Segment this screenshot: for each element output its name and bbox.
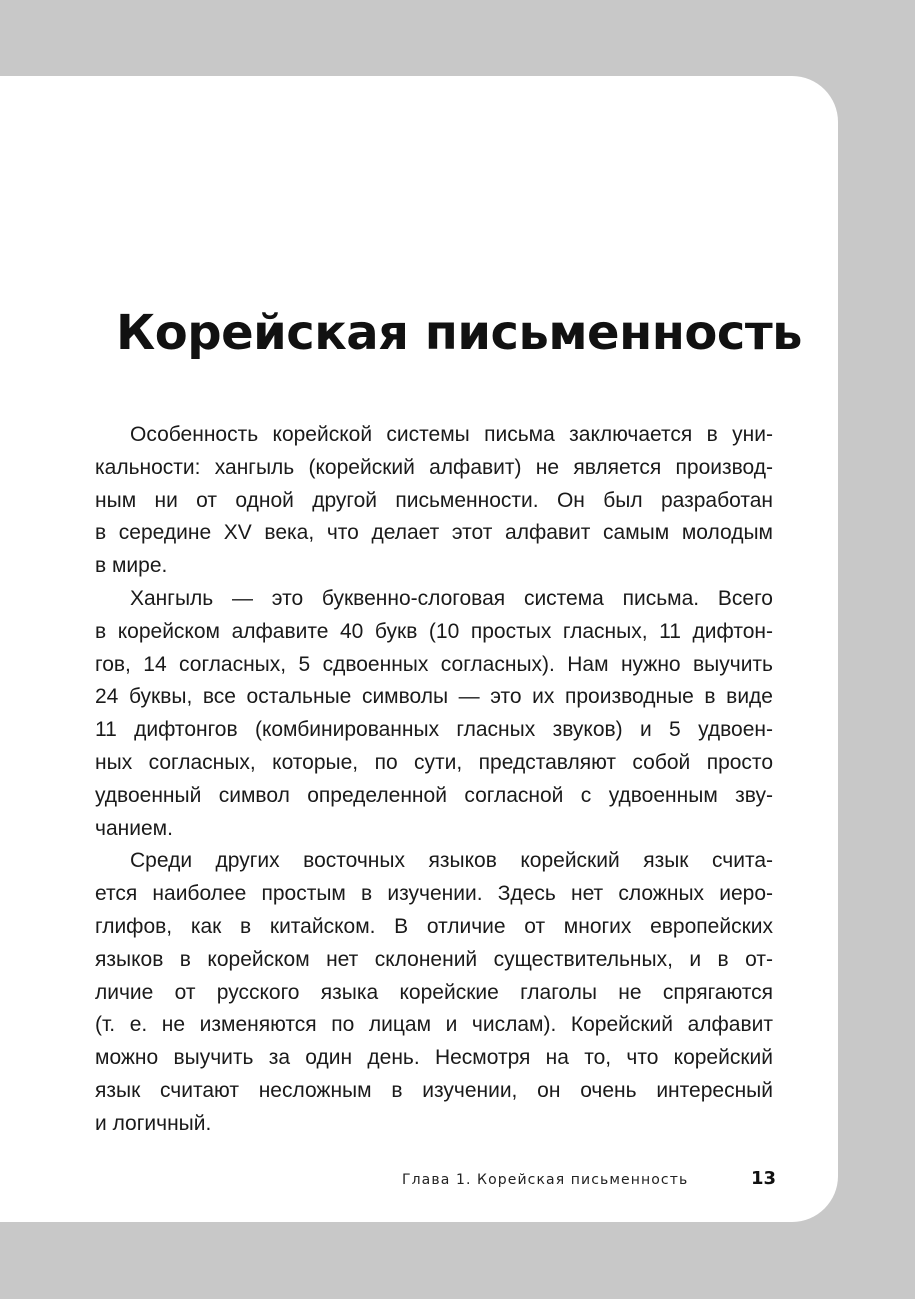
paragraph-1-line-5: в мире. bbox=[95, 554, 168, 578]
paragraph-1-line-3: ным ни от одной другой письменности. Он был разработан bbox=[95, 488, 773, 512]
paragraph-3-line-8: язык считают несложным в изучении, он очень интересный bbox=[95, 1078, 773, 1102]
paragraph-3-line-6: (т. е. не изменяются по лицам и числам). Корейский алфавит bbox=[95, 1013, 773, 1037]
paragraph-2-line-4: 24 буквы, все остальные символы — это их производные в виде bbox=[95, 685, 773, 709]
paragraph-3-line-2: ется наиболее простым в изучении. Здесь нет сложных иеро- bbox=[95, 882, 773, 906]
running-footer-title: Глава 1. Корейская письменность bbox=[402, 1172, 689, 1188]
paragraph-2-line-3: гов, 14 согласных, 5 сдвоенных согласных). Нам нужно выучить bbox=[95, 652, 773, 676]
paragraph-3-line-3: глифов, как в китайском. В отличие от многих европейских bbox=[95, 914, 773, 938]
paragraph-1-line-2: кальности: хангыль (корейский алфавит) не является производ- bbox=[95, 455, 773, 479]
page-number: 13 bbox=[751, 1168, 777, 1189]
body-text bbox=[95, 419, 773, 1141]
paragraph-2-line-2: в корейском алфавите 40 букв (10 простых гласных, 11 дифтон- bbox=[95, 619, 773, 643]
book-page bbox=[0, 76, 838, 1222]
paragraph-3-line-5: личие от русского языка корейские глаголы не спрягаются bbox=[95, 980, 773, 1004]
paragraph-3-line-7: можно выучить за один день. Несмотря на то, что корейский bbox=[95, 1046, 773, 1070]
paragraph-2-line-5: 11 дифтонгов (комбинированных гласных звуков) и 5 удвоен- bbox=[95, 718, 773, 742]
paragraph-2-line-1: Хангыль — это буквенно-слоговая система письма. Всего bbox=[130, 586, 773, 610]
paragraph-2-line-6: ных согласных, которые, по сути, представляют собой просто bbox=[95, 750, 773, 774]
paragraph-1-line-4: в середине XV века, что делает этот алфавит самым молодым bbox=[95, 521, 773, 545]
paragraph-1-line-1: Особенность корейской системы письма заключается в уни- bbox=[130, 423, 773, 446]
paragraph-3-line-4: языков в корейском нет склонений существительных, и в от- bbox=[95, 947, 773, 971]
paragraph-3-line-9: и логичный. bbox=[95, 1111, 212, 1135]
paragraph-2-line-8: чанием. bbox=[95, 816, 173, 840]
chapter-title: Корейская письменность bbox=[116, 305, 803, 361]
paragraph-3-line-1: Среди других восточных языков корейский язык счита- bbox=[130, 849, 773, 873]
paragraph-2-line-7: удвоенный символ определенной согласной с удвоенным зву- bbox=[95, 783, 773, 807]
